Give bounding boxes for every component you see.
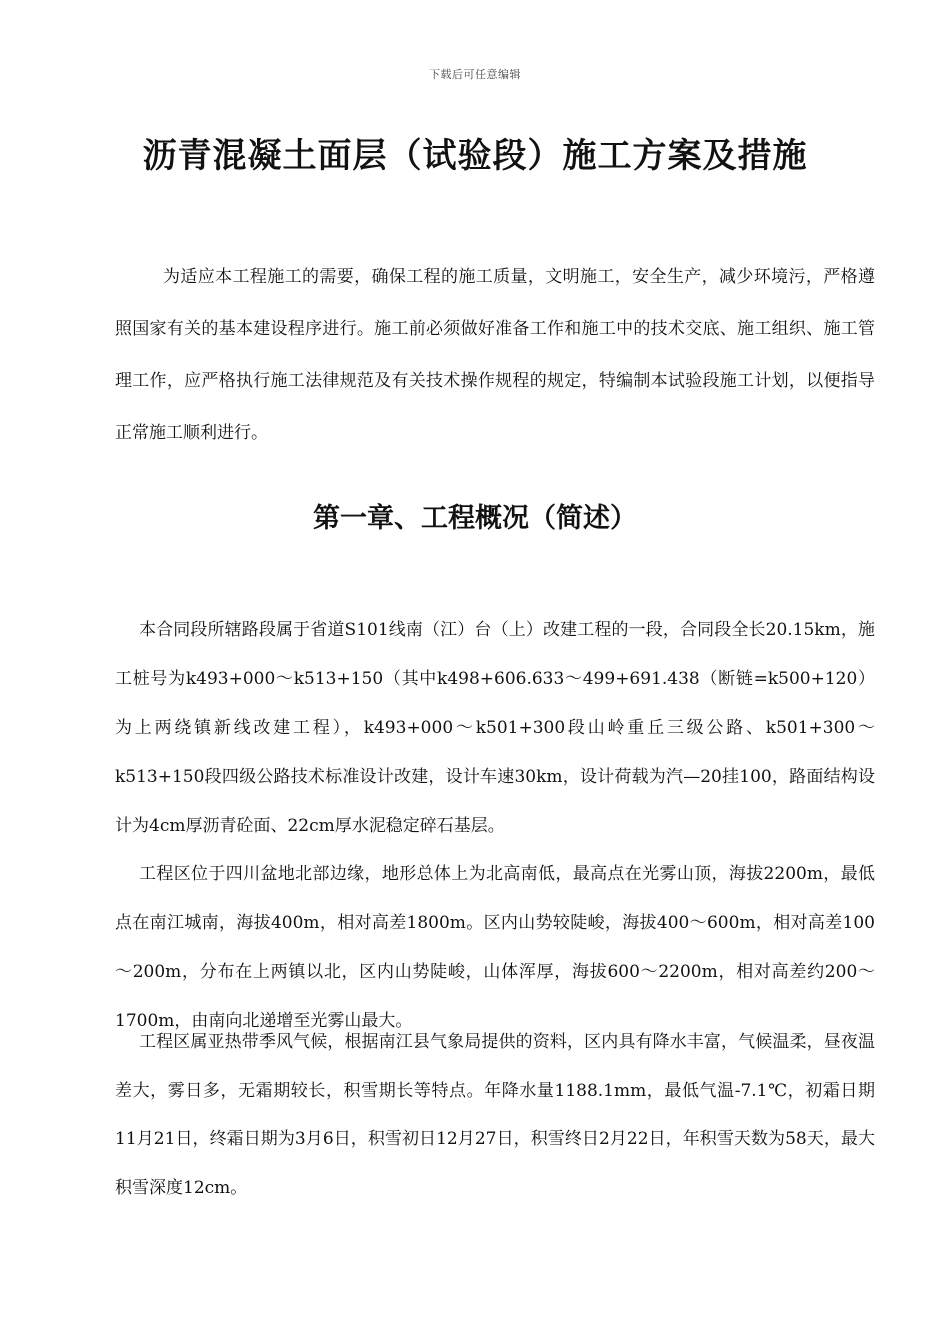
climate-paragraph: 工程区属亚热带季风气候，根据南江县气象局提供的资料，区内具有降水丰富，气候温柔，昼夜温差大，雾日多，无霜期较长，积雪期长等特点。年降水量1188.1mm，最低气温-7.1℃，初霜日期11月21日，终霜日期为3月6日，积雪初日12月27日，积雪终日2月22日，年积雪天数为58天，最大积雪深度12cm。 xyxy=(115,1032,875,1198)
climate-paragraph-block xyxy=(115,1018,875,1212)
project-overview-paragraph: 本合同段所辖路段属于省道S101线南（江）台（上）改建工程的一段，合同段全长20.15km，施工桩号为k493+000～k513+150（其中k498+606.633～499+691.438（断链=k500+120）为上两绕镇新线改建工程），k493+000～k501+300段山岭重丘三级公路、k501+300～k513+150段四级公路技术标准设计改建，设计车速30km，设计荷载为汽—20挂100，路面结构设计为4cm厚沥青砼面、22cm厚水泥稳定碎石基层。 xyxy=(115,620,875,836)
chapter-title: 第一章、工程概况（简述） xyxy=(313,503,637,534)
terrain-paragraph-block xyxy=(115,850,875,1046)
terrain-paragraph: 工程区位于四川盆地北部边缘，地形总体上为北高南低，最高点在光雾山顶，海拔2200m，最低点在南江城南，海拔400m，相对高差1800m。区内山势较陡峻，海拔400～600m，相对高差100～200m，分布在上两镇以北，区内山势陡峻，山体浑厚，海拔600～2200m，相对高差约200～1700m，由南向北递增至光雾山最大。 xyxy=(115,864,875,1031)
intro-section xyxy=(115,251,875,459)
project-overview-paragraph-1-block xyxy=(115,606,875,851)
page-header-note: 下载后可任意编辑 xyxy=(429,68,521,81)
document-title: 沥青混凝土面层（试验段）施工方案及措施 xyxy=(142,136,808,176)
intro-paragraph: 为适应本工程施工的需要，确保工程的施工质量，文明施工，安全生产，减少环境污，严格遵照国家有关的基本建设程序进行。施工前必须做好准备工作和施工中的技术交底、施工组织、施工管理工作，应严格执行施工法律规范及有关技术操作规程的规定，特编制本试验段施工计划，以便指导正常施工顺利进行。 xyxy=(115,267,875,443)
